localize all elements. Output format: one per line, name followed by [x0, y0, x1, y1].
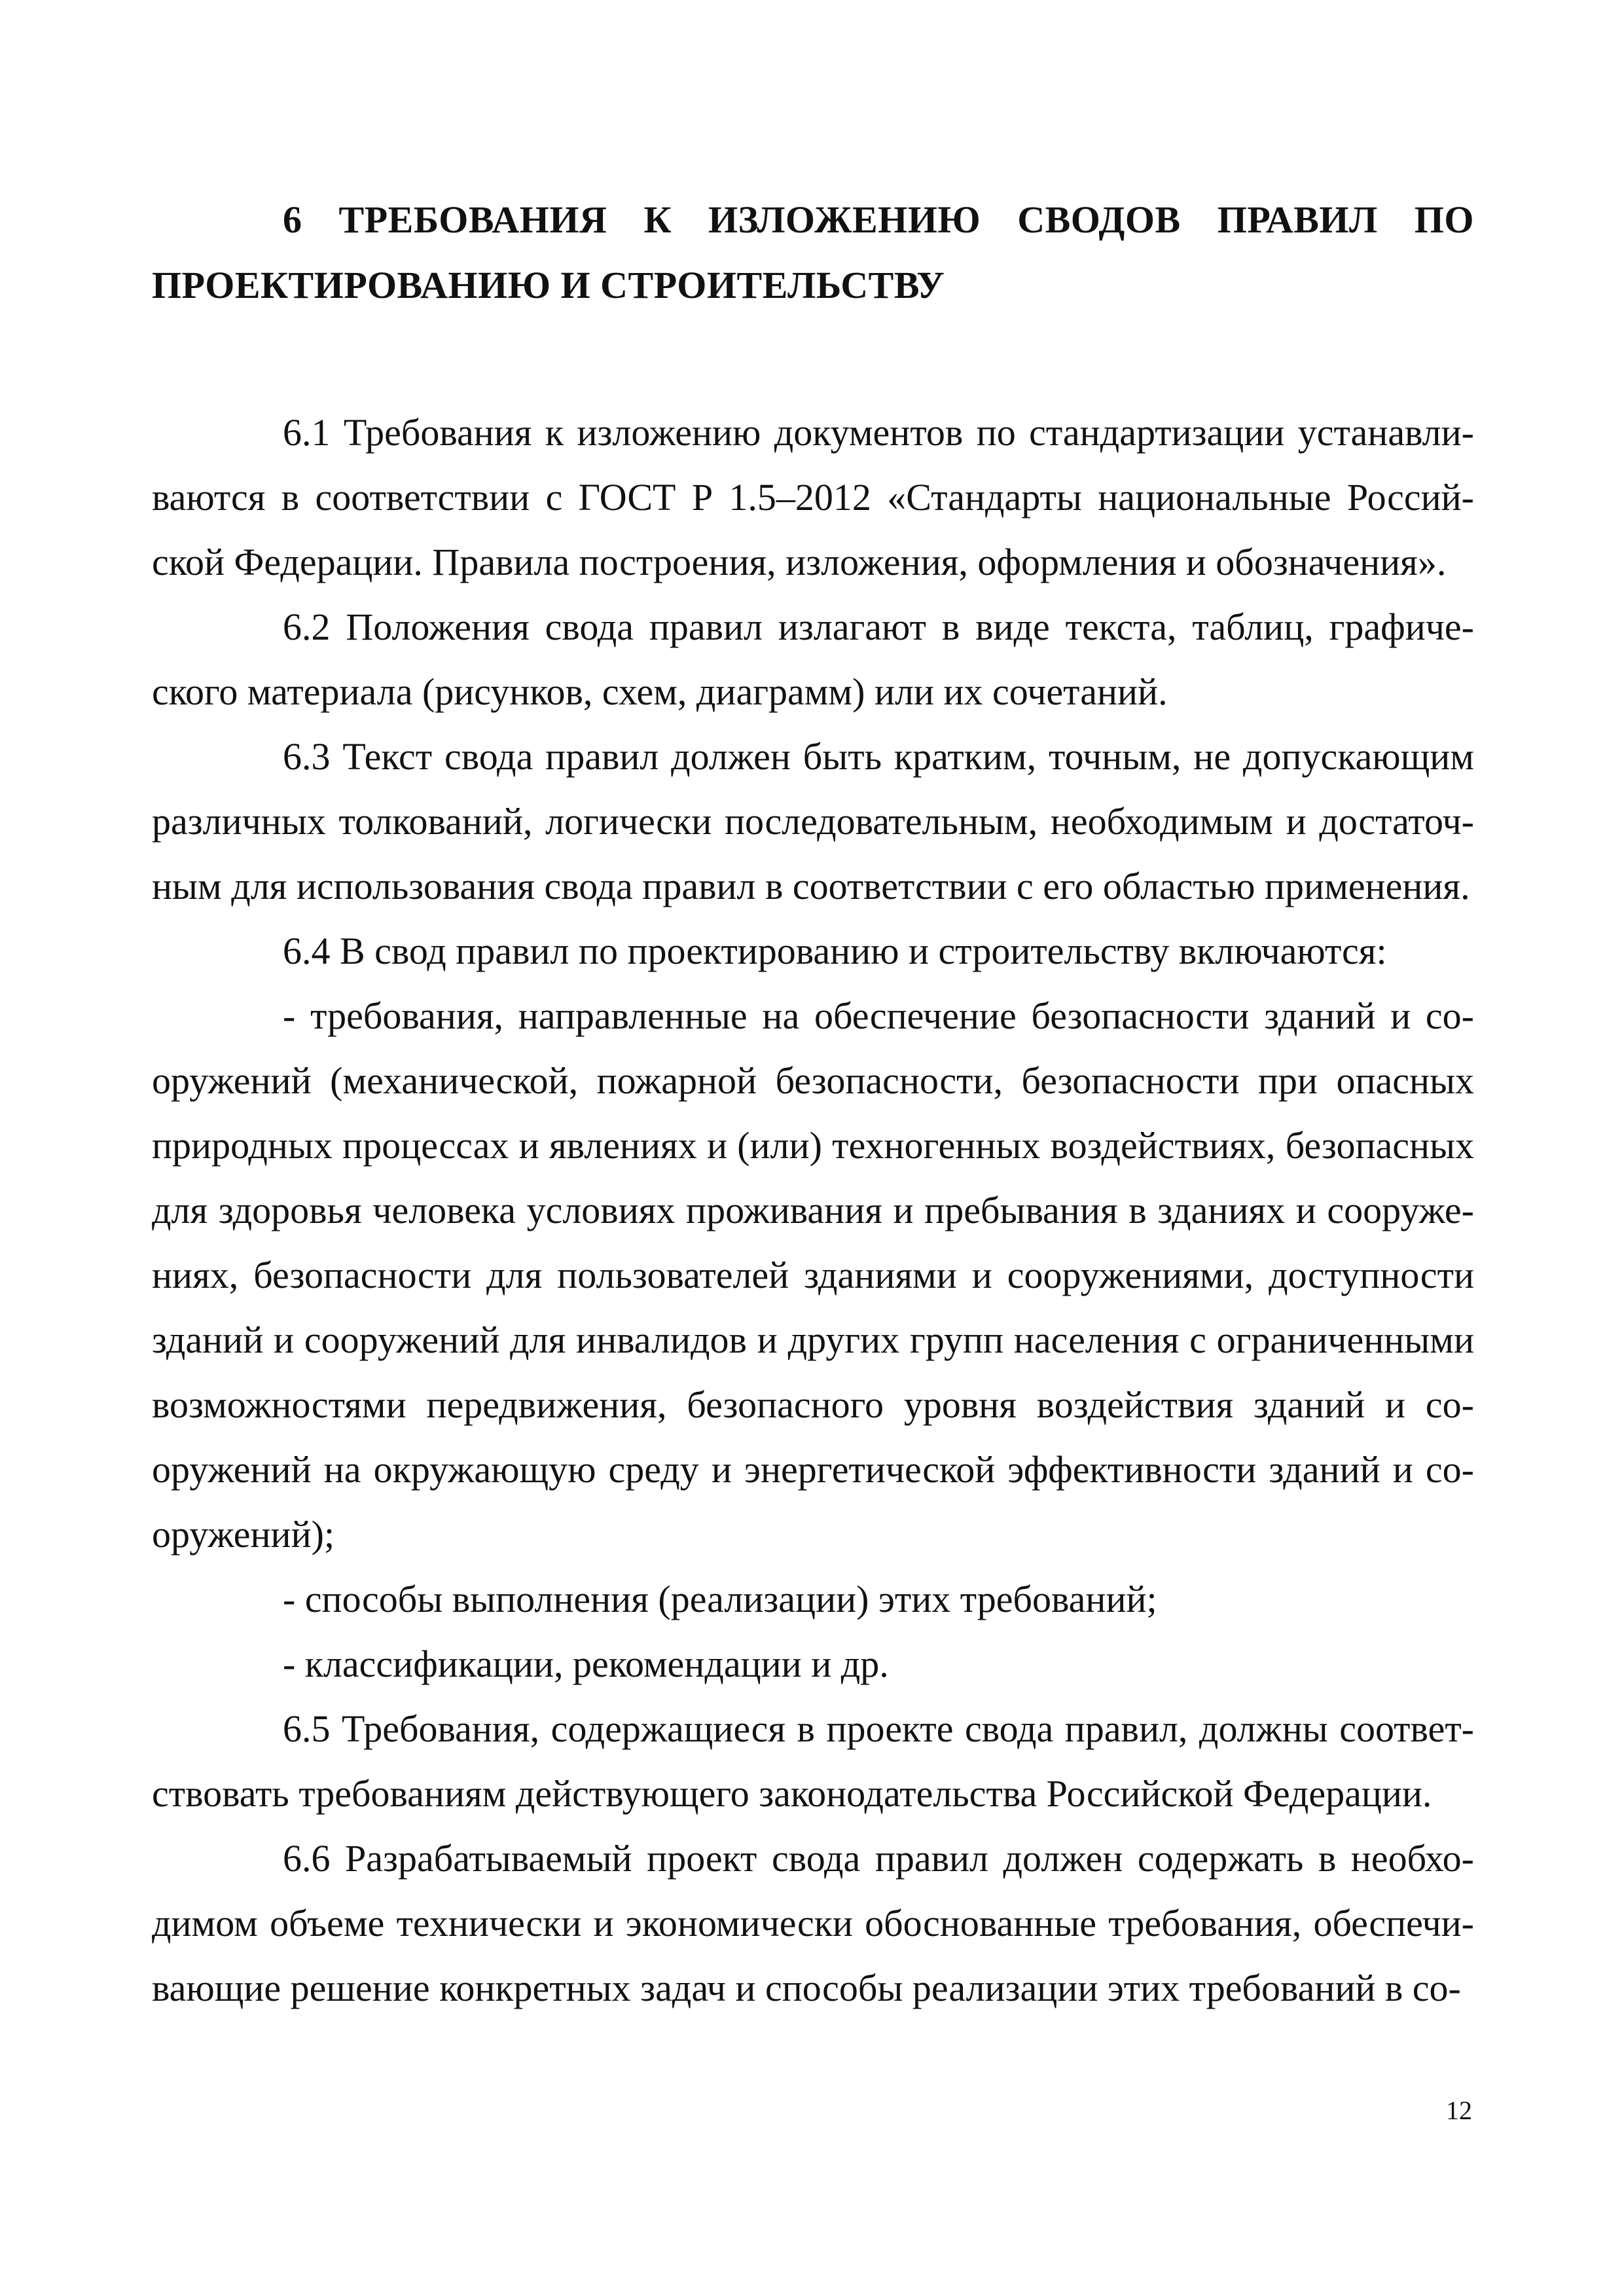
paragraph-6-1: 6.1 Требования к изложению документов по стандартизации устанавливаются в соответствии с ГОСТ Р 1.5–2012 «Стандарты национальные Российской Федерации. Правила построения, изложения, оформления и обозначения». [152, 411, 1474, 583]
list-item-classifications: - классификации, рекомендации и др. [283, 1643, 889, 1685]
page-number: 12 [1446, 2096, 1472, 2125]
paragraph-6-4: 6.4 В свод правил по проектированию и строительству включаются: [283, 930, 1387, 972]
section-heading: 6 ТРЕБОВАНИЯ К ИЗЛОЖЕНИЮ СВОДОВ ПРАВИЛ ПО ПРОЕКТИРОВАНИЮ И СТРОИТЕЛЬСТВУ [152, 198, 1474, 306]
paragraph-6-3: 6.3 Текст свода правил должен быть кратким, точным, не допускающим различных толкований, логически последовательным, необходимым и достаточным для использования свода правил в соответствии с его областью применения. [152, 735, 1474, 907]
page-content [152, 187, 1474, 2020]
paragraph-6-5: 6.5 Требования, содержащиеся в проекте свода правил, должны соответствовать требованиям действующего законодательства Российской Федерации. [152, 1707, 1474, 1815]
list-item-requirements: - требования, направленные на обеспечение безопасности зданий и сооружений (механической, пожарной безопасности, безопасности при опасных природных процессах и явлениях и (или) техногенных воздействиях, безопасных для здоровья человека условиях проживания и пребывания в зданиях и сооружениях, безопасности для пользователей зданиями и сооружениями, доступности зданий и сооружений для инвалидов и других групп населения с ограниченными возможностями передвижения, безопасного уровня воздействия зданий и сооружений на окружающую среду и энергетической эффективности зданий и сооружений); [152, 994, 1474, 1556]
list-item-methods: - способы выполнения (реализации) этих требований; [283, 1578, 1157, 1620]
paragraph-6-2: 6.2 Положения свода правил излагают в виде текста, таблиц, графического материала (рисунков, схем, диаграмм) или их сочетаний. [152, 606, 1474, 713]
paragraph-6-6: 6.6 Разрабатываемый проект свода правил должен содержать в необходимом объеме технически и экономически обоснованные требования, обеспечивающие решение конкретных задач и способы реализации этих требований в со- [152, 1837, 1474, 2009]
